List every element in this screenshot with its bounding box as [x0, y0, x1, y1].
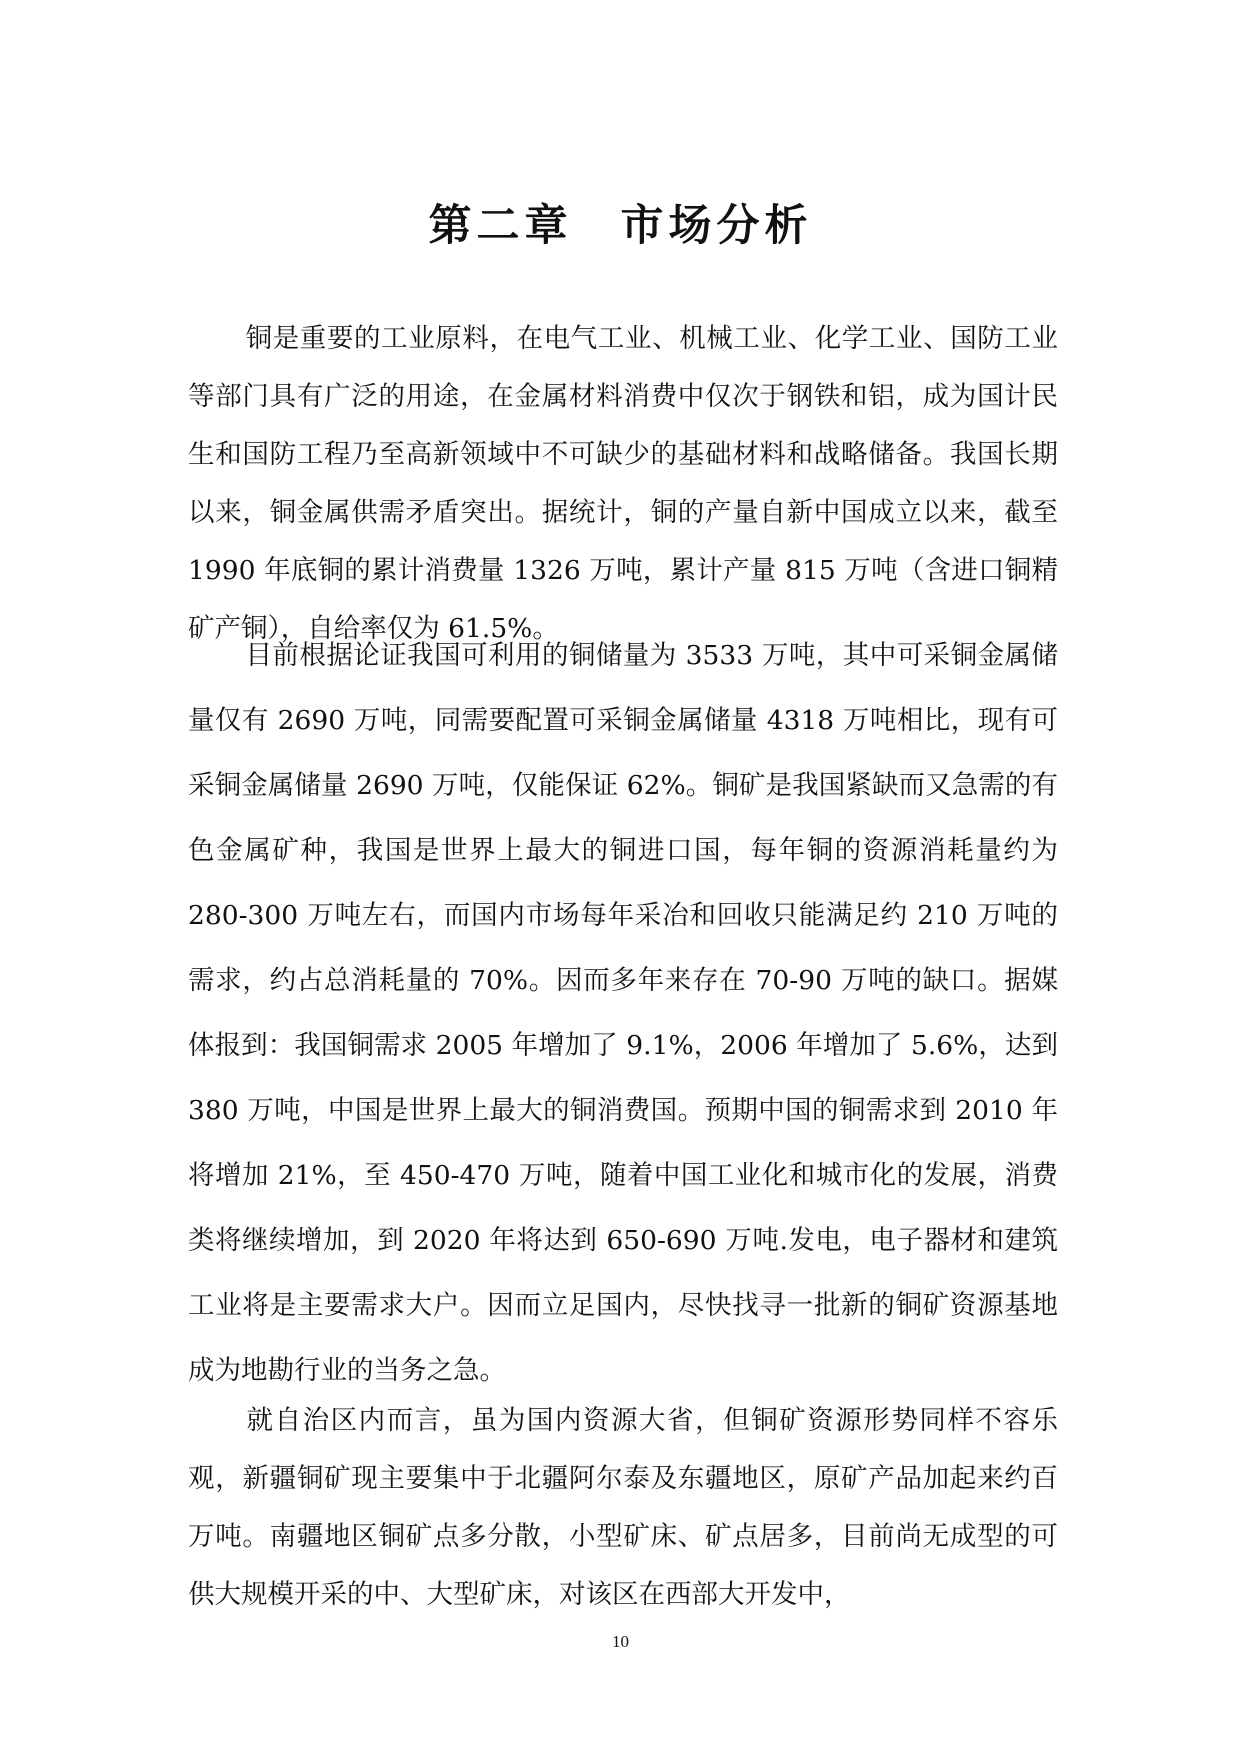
body-paragraph	[188, 623, 1058, 1403]
paragraph-text: 目前根据论证我国可利用的铜储量为 3533 万吨，其中可采铜金属储量仅有 2690 万吨，同需要配置可采铜金属储量 4318 万吨相比，现有可采铜金属储量 2690 万吨，仅能保证 62%。铜矿是我国紧缺而又急需的有色金属矿种，我国是世界上最大的铜进口国，每年铜的资源消耗量约为 280-300 万吨左右，而国内市场每年采冶和回收只能满足约 210 万吨的需求，约占总消耗量的 70%。因而多年来存在 70-90 万吨的缺口。据媒体报到：我国铜需求 2005 年增加了 9.1%，2006 年增加了 5.6%，达到 380 万吨，中国是世界上最大的铜消费国。预期中国的铜需求到 2010 年将增加 21%，至 450-470 万吨，随着中国工业化和城市化的发展，消费类将继续增加，到 2020 年将达到 650-690 万吨.发电，电子器材和建筑工业将是主要需求大户。因而立足国内，尽快找寻一批新的铜矿资源基地成为地勘行业的当务之急。	[188, 640, 1058, 1386]
paragraph-text: 就自治区内而言，虽为国内资源大省，但铜矿资源形势同样不容乐观，新疆铜矿现主要集中于北疆阿尔泰及东疆地区，原矿产品加起来约百万吨。南疆地区铜矿点多分散，小型矿床、矿点居多，目前尚无成型的可供大规模开采的中、大型矿床，对该区在西部大开发中，	[188, 1405, 1058, 1610]
page-number: 10	[612, 1632, 629, 1651]
chapter-number: 第二章	[428, 201, 573, 251]
chapter-title	[0, 196, 1241, 256]
chapter-name: 市场分析	[620, 201, 813, 251]
paragraph-text: 铜是重要的工业原料，在电气工业、机械工业、化学工业、国防工业等部门具有广泛的用途，在金属材料消费中仅次于钢铁和铝，成为国计民生和国防工程乃至高新领域中不可缺少的基础材料和战略储备。我国长期以来，铜金属供需矛盾突出。据统计，铜的产量自新中国成立以来，截至 1990 年底铜的累计消费量 1326 万吨，累计产量 815 万吨（含进口铜精矿产铜），自给率仅为 61.5%。	[188, 323, 1058, 644]
body-paragraph	[188, 1392, 1058, 1624]
body-paragraph	[188, 310, 1058, 658]
